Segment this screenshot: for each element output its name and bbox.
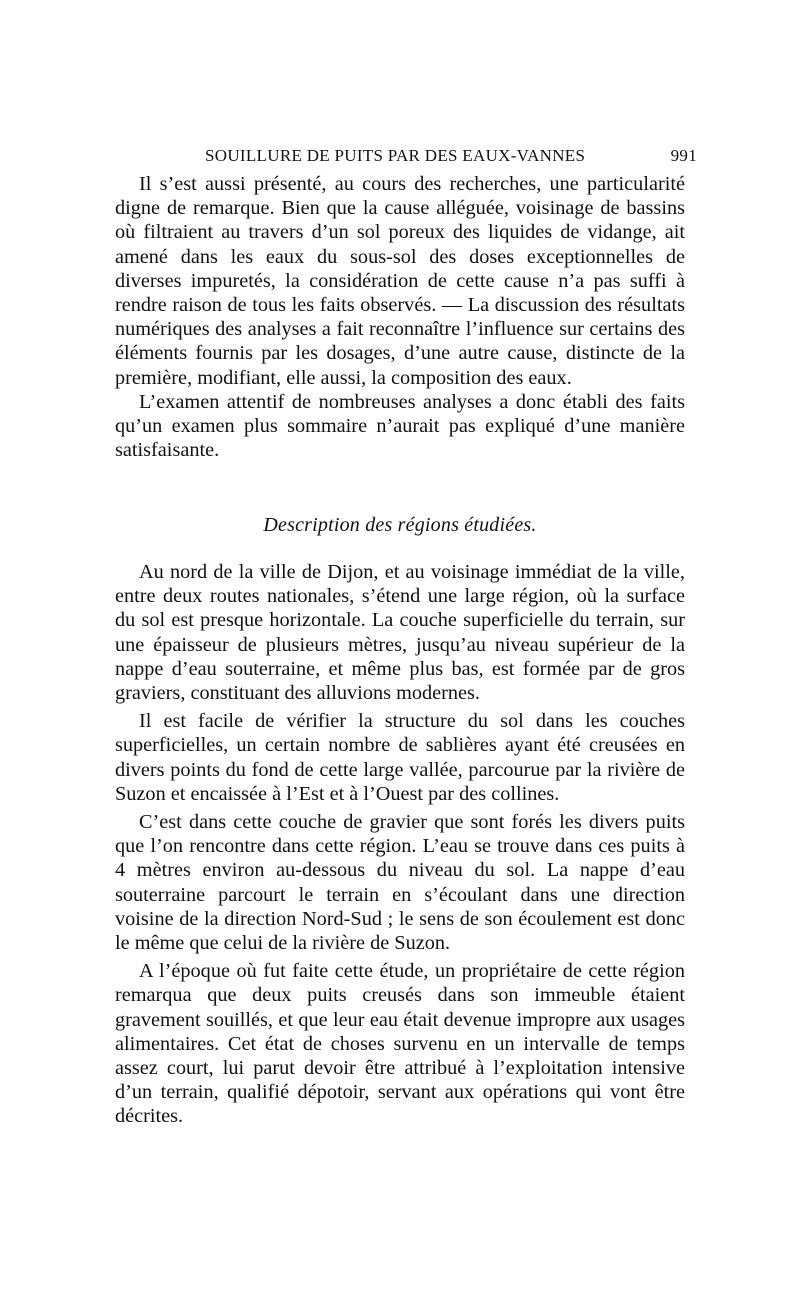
paragraph: A l’époque où fut faite cette étude, un propriétaire de cette région remarqua que deux puits creusés dans son immeuble étaient gravement souillés, et que leur eau était devenue impropre aux usages alimentaires. Cet état de choses survenu en un intervalle de temps assez court, lui parut devoir être attribué à l’exploitation intensive d’un terrain, qualifié dépotoir, servant aux opérations qui vont être décrites. [115,960,685,1128]
paragraph: Au nord de la ville de Dijon, et au voisinage immédiat de la ville, entre deux routes nationales, s’étend une large région, où la surface du sol est presque horizontale. La couche superficielle du terrain, sur une épaisseur de plusieurs mètres, jusqu’au niveau supérieur de la nappe d’eau souterraine, et même plus bas, est formée par de gros graviers, constituant des alluvions modernes. [115,561,685,705]
intro-text [115,172,685,462]
page-number: 991 [670,146,697,165]
paragraph: Il est facile de vérifier la structure du sol dans les couches superficielles, un certain nombre de sablières ayant été creusées en divers points du fond de cette large vallée, parcourue par la rivière de Suzon et encaissée à l’Est et à l’Ouest par des collines. [115,710,685,805]
section-text [115,560,685,1133]
running-header [205,146,697,170]
paragraph: C’est dans cette couche de gravier que sont forés les divers puits que l’on rencontre dans cette région. L’eau se trouve dans ces puits à 4 mètres environ au-dessous du niveau du sol. La nappe d’eau souterraine parcourt le terrain en s’écoulant dans une direction voisine de la direction Nord-Sud ; le sens de son écoulement est donc le même que celui de la rivière de Suzon. [115,811,685,955]
paragraph: L’examen attentif de nombreuses analyses a donc établi des faits qu’un examen plus sommaire n’aurait pas expliqué d’une manière satisfaisante. [115,390,685,462]
section-heading: Description des régions étudiées. [263,514,537,536]
running-title: SOUILLURE DE PUITS PAR DES EAUX-VANNES [205,146,586,165]
paragraph: Il s’est aussi présenté, au cours des recherches, une particularité digne de remarque. Bien que la cause alléguée, voisinage de bassins où filtraient au travers d’un sol poreux des liquides de vidange, ait amené dans les eaux du sous-sol des doses exceptionnelles de diverses impuretés, la considération de cette cause n’a pas suffi à rendre raison de tous les faits observés. — La discussion des résultats numériques des analyses a fait reconnaître l’influence sur certains des éléments fournis par les dosages, d’une autre cause, distincte de la première, modifiant, elle aussi, la composition des eaux. [115,173,685,389]
